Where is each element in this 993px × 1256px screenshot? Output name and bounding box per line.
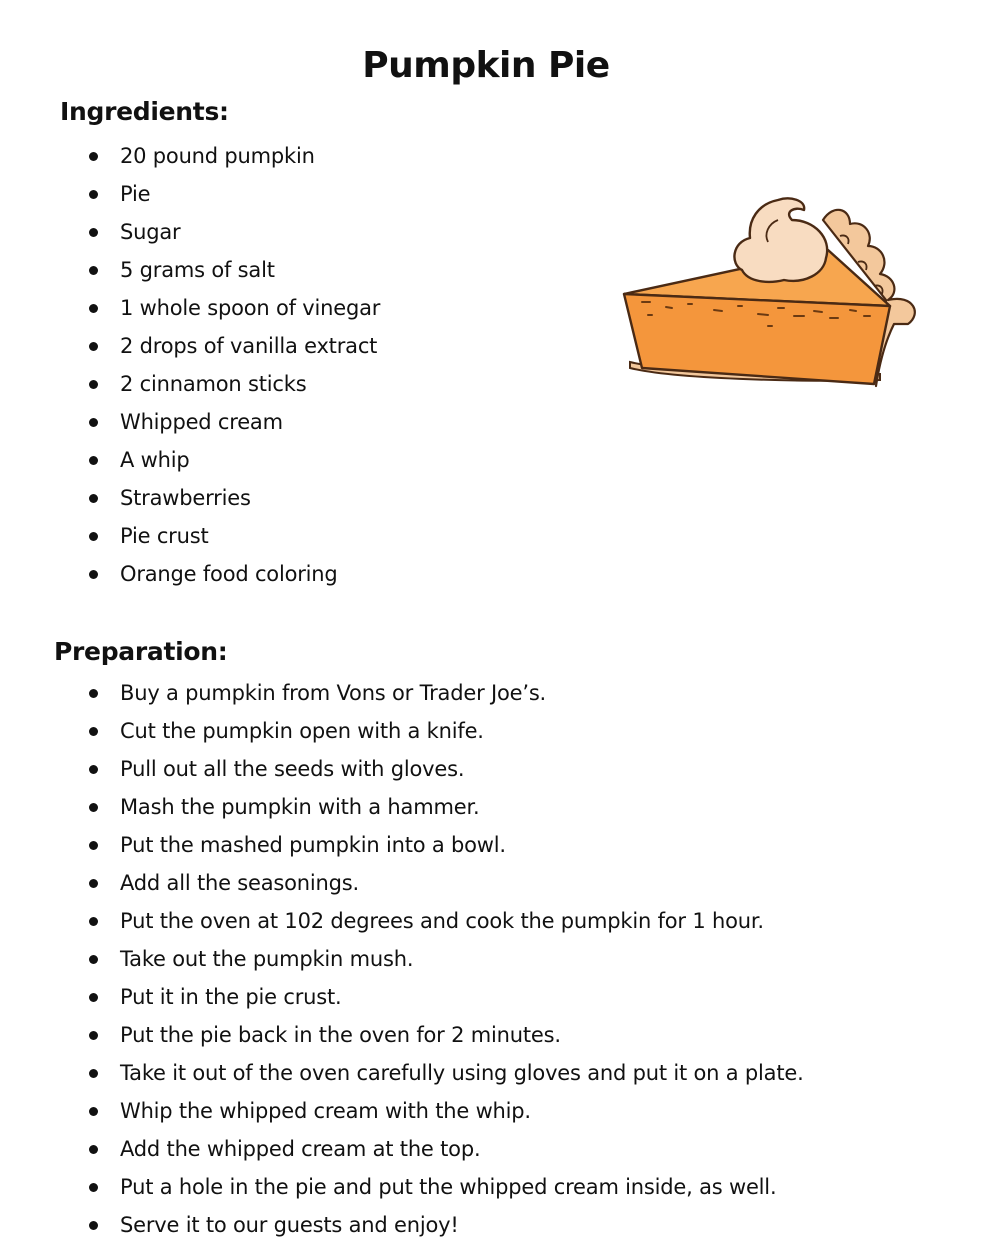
list-item: Mash the pumpkin with a hammer. <box>86 788 804 826</box>
list-item: Put the mashed pumpkin into a bowl. <box>86 826 804 864</box>
list-item: Take out the pumpkin mush. <box>86 940 804 978</box>
list-item: Orange food coloring <box>86 555 380 593</box>
list-item: Put it in the pie crust. <box>86 978 804 1016</box>
list-item: Take it out of the oven carefully using gloves and put it on a plate. <box>86 1054 804 1092</box>
preparation-heading: Preparation: <box>54 637 228 666</box>
whipped-cream <box>734 198 827 281</box>
list-item: 1 whole spoon of vinegar <box>86 289 380 327</box>
list-item: Pie crust <box>86 517 380 555</box>
list-item: 2 cinnamon sticks <box>86 365 380 403</box>
list-item: Pull out all the seeds with gloves. <box>86 750 804 788</box>
list-item: 20 pound pumpkin <box>86 137 380 175</box>
list-item: Put the pie back in the oven for 2 minutes. <box>86 1016 804 1054</box>
ingredients-heading: Ingredients: <box>60 97 229 126</box>
list-item: Add the whipped cream at the top. <box>86 1130 804 1168</box>
page-title: Pumpkin Pie <box>362 45 610 86</box>
list-item: Serve it to our guests and enjoy! <box>86 1206 804 1244</box>
pie-filling-front <box>624 294 890 384</box>
preparation-list <box>86 674 804 1244</box>
list-item: Sugar <box>86 213 380 251</box>
list-item: Add all the seasonings. <box>86 864 804 902</box>
list-item: Strawberries <box>86 479 380 517</box>
list-item: Whipped cream <box>86 403 380 441</box>
list-item: 5 grams of salt <box>86 251 380 289</box>
list-item: Put the oven at 102 degrees and cook the pumpkin for 1 hour. <box>86 902 804 940</box>
ingredients-list <box>86 137 380 593</box>
list-item: Whip the whipped cream with the whip. <box>86 1092 804 1130</box>
list-item: A whip <box>86 441 380 479</box>
pumpkin-pie-slice-icon <box>618 190 923 390</box>
list-item: Cut the pumpkin open with a knife. <box>86 712 804 750</box>
list-item: 2 drops of vanilla extract <box>86 327 380 365</box>
list-item: Put a hole in the pie and put the whipped cream inside, as well. <box>86 1168 804 1206</box>
list-item: Buy a pumpkin from Vons or Trader Joe’s. <box>86 674 804 712</box>
list-item: Pie <box>86 175 380 213</box>
